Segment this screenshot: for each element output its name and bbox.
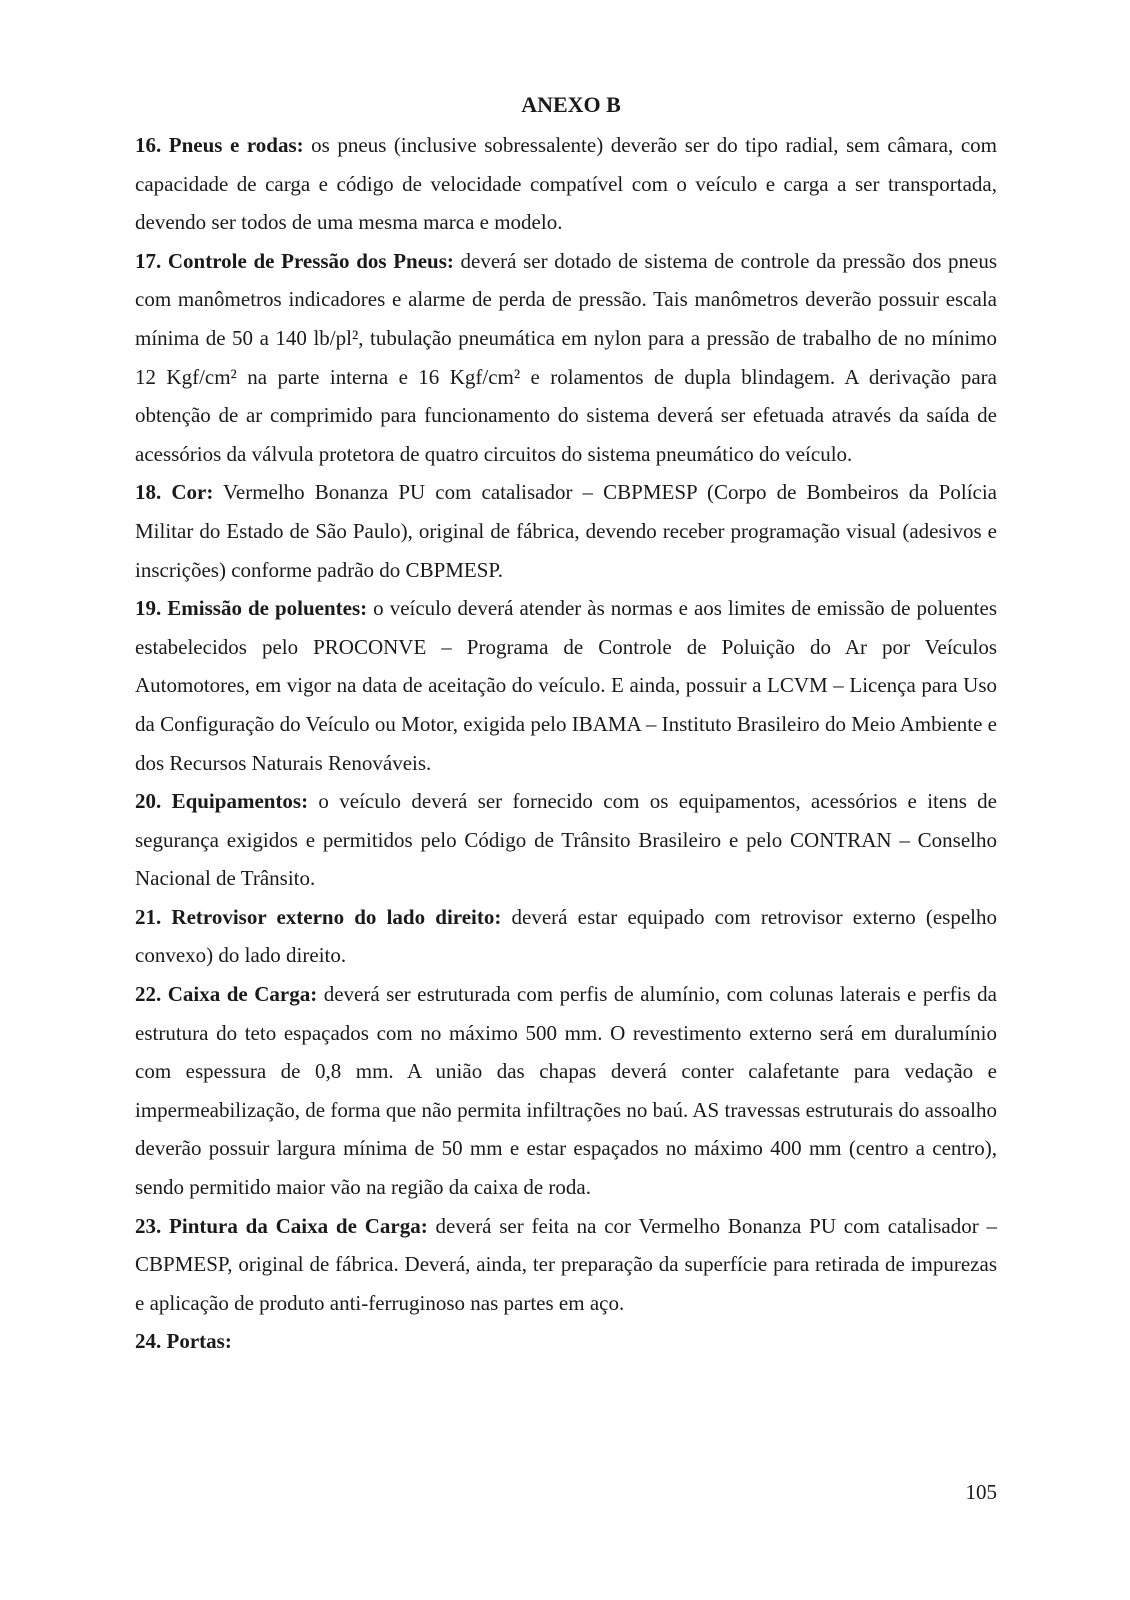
section-23 — [135, 1207, 997, 1323]
section-title: 19. Emissão de poluentes: — [135, 596, 368, 621]
section-title: 16. Pneus e rodas: — [135, 133, 304, 157]
section-text: o veículo deverá atender às normas e aos limites de emissão de poluentes estabelecidos pelo PROCONVE – Programa de Controle de Poluição do Ar por Veículos Automotores, em vigor na data de aceitação do veículo. E ainda, possuir a LCVM – Licença para Uso da Configuração do Veículo ou Motor, exigida pelo IBAMA – Instituto Brasileiro do Meio Ambiente e dos Recursos Naturais Renováveis. — [135, 596, 997, 775]
section-title: 22. Caixa de Carga: — [135, 982, 318, 1007]
section-22 — [135, 975, 997, 1207]
section-16 — [135, 126, 997, 242]
section-24 — [135, 1322, 997, 1361]
section-text: deverá ser estruturada com perfis de alumínio, com colunas laterais e perfis da estrutura do teto espaçados com no máximo 500 mm. O revestimento externo será em duralumínio com espessura de 0,8 mm. A união das chapas deverá conter calafetante para vedação e impermeabilização, de forma que não permita infiltrações no baú. AS travessas estruturais do assoalho deverão possuir largura mínima de 50 mm e estar espaçados no máximo 400 mm (centro a centro), sendo permitido maior vão na região da caixa de roda. — [135, 982, 997, 1200]
section-20 — [135, 782, 997, 898]
section-text: deverá ser feita na cor Vermelho Bonanza PU com catalisador – CBPMESP, original de fábrica. Deverá, ainda, ter preparação da superfície para retirada de impurezas e aplicação de produto anti-ferruginoso nas partes em aço. — [135, 1213, 997, 1315]
section-text: Vermelho Bonanza PU com catalisador – CBPMESP (Corpo de Bombeiros da Polícia Militar do Estado de São Paulo), original de fábrica, devendo receber programação visual (adesivos e inscrições) conforme padrão do CBPMESP. — [135, 480, 998, 582]
section-21 — [135, 898, 997, 975]
section-title: 17. Controle de Pressão dos Pneus: — [135, 248, 454, 273]
section-title: 21. Retrovisor externo do lado direito: — [135, 904, 502, 929]
section-text: os pneus (inclusive sobressalente) deverão ser do tipo radial, sem câmara, com capacidade de carga e código de velocidade compatível com o veículo e carga a ser transportada, devendo ser todos de uma mesma marca e modelo. — [135, 133, 997, 235]
page-number: 105 — [965, 1480, 997, 1504]
page-heading: ANEXO B — [521, 92, 621, 117]
section-text: deverá estar equipado com retrovisor externo (espelho convexo) do lado direito. — [135, 904, 998, 968]
section-title: 20. Equipamentos: — [135, 789, 309, 814]
document-page — [135, 88, 997, 1361]
section-text: deverá ser dotado de sistema de controle da pressão dos pneus com manômetros indicadores e alarme de perda de pressão. Tais manômetros deverão possuir escala mínima de 50 a 140 lb/pl², tubulação pneumática em nylon para a pressão de trabalho de no mínimo 12 Kgf/cm² na parte interna e 16 Kgf/cm² e rolamentos de dupla blindagem. A derivação para obtenção de ar comprimido para funcionamento do sistema deverá ser efetuada através da saída de acessórios da válvula protetora de quatro circuitos do sistema pneumático do veículo. — [135, 248, 997, 466]
section-17 — [135, 242, 997, 474]
section-title: 18. Cor: — [135, 480, 214, 505]
section-title: 23. Pintura da Caixa de Carga: — [135, 1213, 428, 1238]
section-title: 24. Portas: — [135, 1329, 232, 1354]
section-text: o veículo deverá ser fornecido com os equipamentos, acessórios e itens de segurança exigidos e permitidos pelo Código de Trânsito Brasileiro e pelo CONTRAN – Conselho Nacional de Trânsito. — [135, 789, 998, 891]
section-18 — [135, 473, 997, 589]
section-19 — [135, 589, 997, 782]
